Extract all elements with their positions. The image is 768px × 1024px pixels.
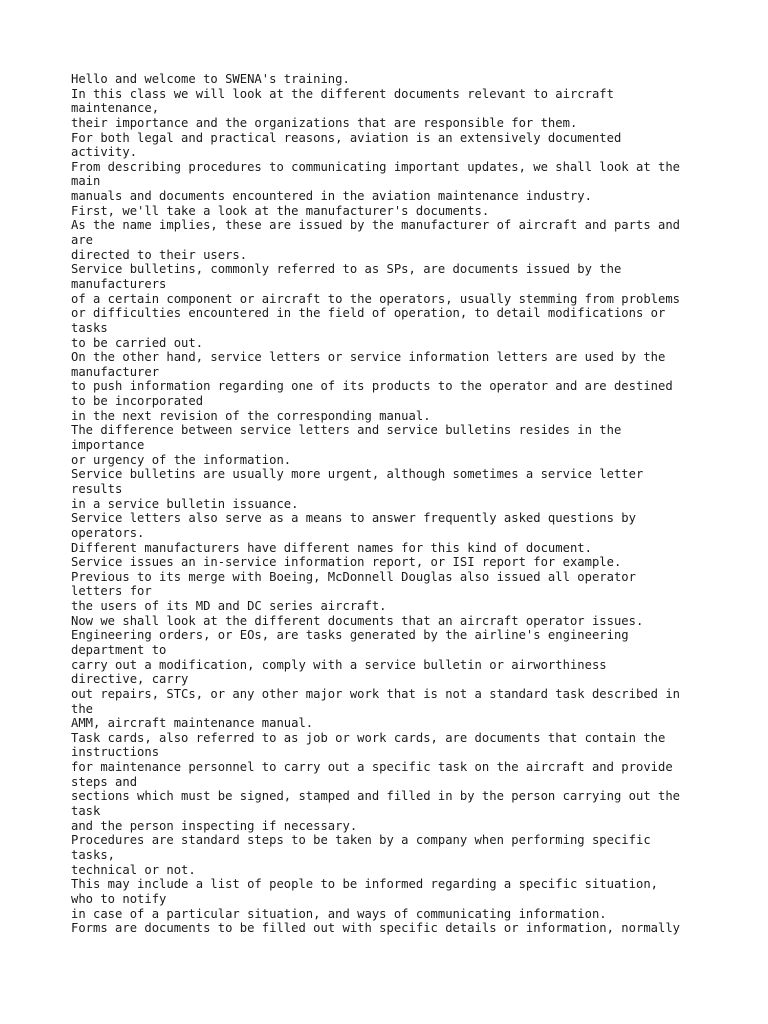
transcript-line: to be carried out. <box>71 335 204 350</box>
transcript-line: From describing procedures to communicating important updates, we shall look at the <box>71 159 681 174</box>
transcript-line: their importance and the organizations that are responsible for them. <box>71 115 578 130</box>
transcript-line: manufacturer <box>71 364 160 379</box>
transcript-line: This may include a list of people to be informed regarding a specific situation, <box>71 877 658 892</box>
transcript-line: department to <box>71 642 167 657</box>
transcript-line: results <box>71 481 123 496</box>
transcript-line: The difference between service letters and service bulletins resides in the <box>71 423 622 438</box>
transcript-line: operators. <box>71 525 145 540</box>
transcript-line: For both legal and practical reasons, aviation is an extensively documented <box>71 130 622 145</box>
transcript-line: Hello and welcome to SWENA's training. <box>71 72 350 86</box>
transcript-line: who to notify <box>71 891 167 906</box>
transcript-line: or difficulties encountered in the field of operation, to detail modifications or <box>71 306 666 321</box>
transcript-line: letters for <box>71 584 152 599</box>
transcript-line: the users of its MD and DC series aircraft. <box>71 599 387 614</box>
transcript-line: and the person inspecting if necessary. <box>71 818 358 833</box>
transcript-line: main <box>71 174 101 189</box>
transcript-line: AMM, aircraft maintenance manual. <box>71 716 314 731</box>
transcript-line: Now we shall look at the different documents that an aircraft operator issues. <box>71 613 644 628</box>
transcript-line: carry out a modification, comply with a service bulletin or airworthiness <box>71 657 607 672</box>
transcript-line: in case of a particular situation, and ways of communicating information. <box>71 906 607 921</box>
transcript-line: of a certain component or aircraft to the operators, usually stemming from problems <box>71 291 681 306</box>
transcript-line: manufacturers <box>71 276 167 291</box>
transcript-line: sections which must be signed, stamped and filled in by the person carrying out the <box>71 789 681 804</box>
transcript-line: importance <box>71 438 145 453</box>
transcript-line: Service bulletins are usually more urgent, although sometimes a service letter <box>71 467 644 482</box>
transcript-line: On the other hand, service letters or service information letters are used by the <box>71 350 666 365</box>
transcript-line: activity. <box>71 145 138 160</box>
transcript-line: Forms are documents to be filled out with specific details or information, normally <box>71 921 681 936</box>
transcript-line: directive, carry <box>71 672 189 687</box>
transcript-line: or urgency of the information. <box>71 452 292 467</box>
transcript-line: out repairs, STCs, or any other major work that is not a standard task described in <box>71 686 681 701</box>
transcript-line: In this class we will look at the different documents relevant to aircraft <box>71 86 614 101</box>
transcript-line: tasks <box>71 320 108 335</box>
transcript-line: to push information regarding one of its products to the operator and are destined <box>71 379 673 394</box>
transcript-line: instructions <box>71 745 160 760</box>
transcript-line: for maintenance personnel to carry out a specific task on the aircraft and provide <box>71 760 673 775</box>
transcript-line: Task cards, also referred to as job or work cards, are documents that contain the <box>71 730 666 745</box>
transcript-line: maintenance, <box>71 101 160 116</box>
transcript-line: manuals and documents encountered in the aviation maintenance industry. <box>71 189 592 204</box>
transcript-line: First, we'll take a look at the manufacturer's documents. <box>71 203 490 218</box>
transcript-line: Service bulletins, commonly referred to as SPs, are documents issued by the <box>71 262 622 277</box>
transcript-line: technical or not. <box>71 862 196 877</box>
transcript-line: Service issues an in-service information report, or ISI report for example. <box>71 555 622 570</box>
transcript-line: in a service bulletin issuance. <box>71 496 299 511</box>
transcript-line: Service letters also serve as a means to answer frequently asked questions by <box>71 511 636 526</box>
transcript-line: Engineering orders, or EOs, are tasks generated by the airline's engineering <box>71 628 629 643</box>
transcript-line: in the next revision of the corresponding manual. <box>71 408 431 423</box>
transcript-line: Procedures are standard steps to be taken by a company when performing specific <box>71 833 651 848</box>
transcript-line: the <box>71 701 94 716</box>
document-body <box>71 72 711 936</box>
transcript-line: steps and <box>71 774 138 789</box>
transcript-line: task <box>71 804 101 819</box>
transcript-line: are <box>71 233 94 248</box>
transcript-line: tasks, <box>71 847 116 862</box>
transcript-line: directed to their users. <box>71 247 248 262</box>
transcript-line: to be incorporated <box>71 394 204 409</box>
transcript-line: As the name implies, these are issued by the manufacturer of aircraft and parts and <box>71 218 681 233</box>
transcript-line: Previous to its merge with Boeing, McDonnell Douglas also issued all operator <box>71 569 636 584</box>
transcript-line: Different manufacturers have different names for this kind of document. <box>71 540 592 555</box>
